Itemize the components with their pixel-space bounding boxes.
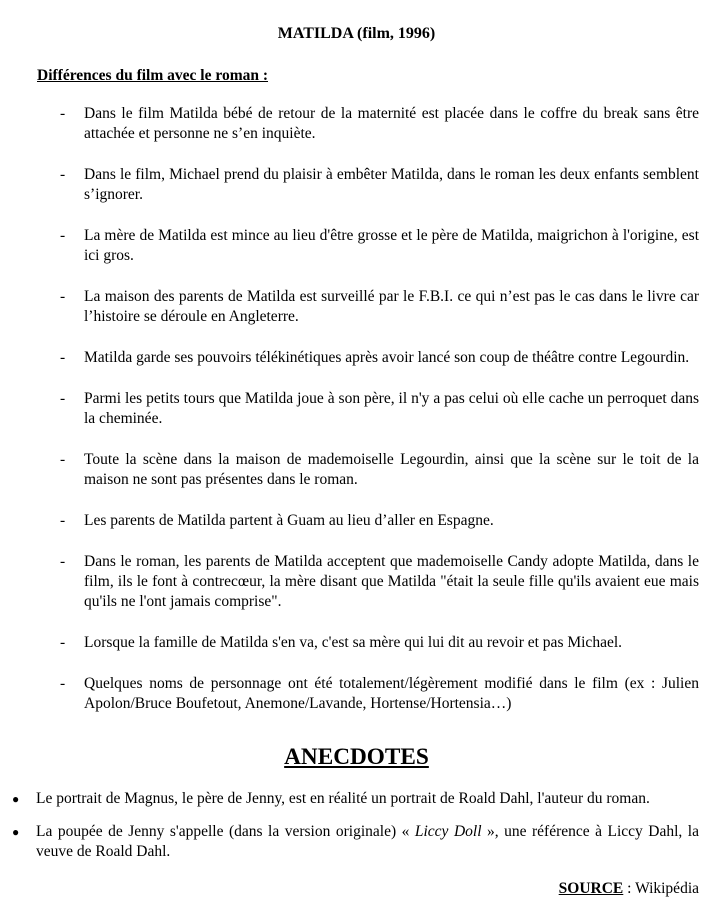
doll-name: Liccy Doll (414, 823, 482, 840)
dash-marker: - (60, 553, 66, 570)
list-item-text: La maison des parents de Matilda est surveillé par le F.B.I. ce qui n’est pas le cas dans le livre car l’histoire se déroule en Angleterre. (84, 288, 699, 325)
anecdote-text-start: La poupée de Jenny s'appelle (dans la version originale) « (36, 823, 415, 840)
source-line (559, 879, 699, 899)
list-item (0, 450, 713, 490)
dash-marker: - (60, 634, 66, 651)
differences-heading: Différences du film avec le roman : (37, 67, 269, 84)
list-item-text: Lorsque la famille de Matilda s'en va, c'est sa mère qui lui dit au revoir et pas Michael. (84, 634, 623, 651)
list-item (0, 633, 713, 653)
list-item (0, 552, 713, 612)
list-item (0, 348, 713, 368)
anecdote-text-end: », une référence à Liccy Dahl, la veuve de Roald Dahl. (36, 823, 699, 860)
list-item (0, 165, 713, 205)
list-item-text: Les parents de Matilda partent à Guam au lieu d’aller en Espagne. (84, 512, 494, 529)
list-item (0, 822, 713, 862)
anecdotes-list (0, 789, 713, 875)
list-item (0, 389, 713, 429)
dash-marker: - (60, 390, 66, 407)
list-item-text: La mère de Matilda est mince au lieu d'être grosse et le père de Matilda, maigrichon à l'origine, est ici gros. (84, 227, 699, 264)
anecdote-text: Le portrait de Magnus, le père de Jenny, est en réalité un portrait de Roald Dahl, l'auteur du roman. (36, 790, 650, 807)
document-title: MATILDA (film, 1996) (277, 25, 436, 42)
dash-marker: - (60, 227, 66, 244)
list-item-text: Dans le film, Michael prend du plaisir à embêter Matilda, dans le roman les deux enfants semblent s’ignorer. (84, 166, 699, 203)
dash-marker: - (60, 512, 66, 529)
bullet-icon: ● (12, 792, 20, 806)
dash-marker: - (60, 349, 66, 366)
list-item (0, 104, 713, 144)
list-item-text: Matilda garde ses pouvoirs télékinétiques après avoir lancé son coup de théâtre contre Legourdin. (84, 349, 690, 366)
differences-list (0, 104, 713, 735)
bullet-icon: ● (12, 825, 20, 839)
list-item (0, 511, 713, 531)
source-label: SOURCE (558, 880, 624, 897)
list-item-text: Toute la scène dans la maison de mademoiselle Legourdin, ainsi que la scène sur le toit de la maison ne sont pas présentes dans le roman. (84, 451, 699, 488)
dash-marker: - (60, 451, 66, 468)
list-item (0, 287, 713, 327)
source-separator: : (623, 880, 636, 897)
list-item (0, 674, 713, 714)
list-item-text: Parmi les petits tours que Matilda joue à son père, il n'y a pas celui où elle cache un perroquet dans la cheminée. (84, 390, 699, 427)
dash-marker: - (60, 166, 66, 183)
dash-marker: - (60, 288, 66, 305)
list-item (0, 789, 713, 809)
list-item-text: Quelques noms de personnage ont été totalement/légèrement modifié dans le film (ex : Julien Apolon/Bruce Boufetout, Anemone/Lavande, Hortense/Hortensia…) (84, 675, 699, 712)
list-item-text: Dans le film Matilda bébé de retour de la maternité est placée dans le coffre du break sans être attachée et personne ne s’en inquiète. (84, 105, 699, 142)
dash-marker: - (60, 105, 66, 122)
source-value: Wikipédia (635, 880, 699, 897)
anecdotes-heading: ANECDOTES (284, 744, 429, 770)
list-item (0, 226, 713, 266)
list-item-text: Dans le roman, les parents de Matilda acceptent que mademoiselle Candy adopte Matilda, dans le film, ils le font à contrecœur, la mère disant que Matilda "était la seule fille qu'ils avaient eue mais qu'ils ne l'ont jamais comprise". (84, 553, 699, 610)
dash-marker: - (60, 675, 66, 692)
